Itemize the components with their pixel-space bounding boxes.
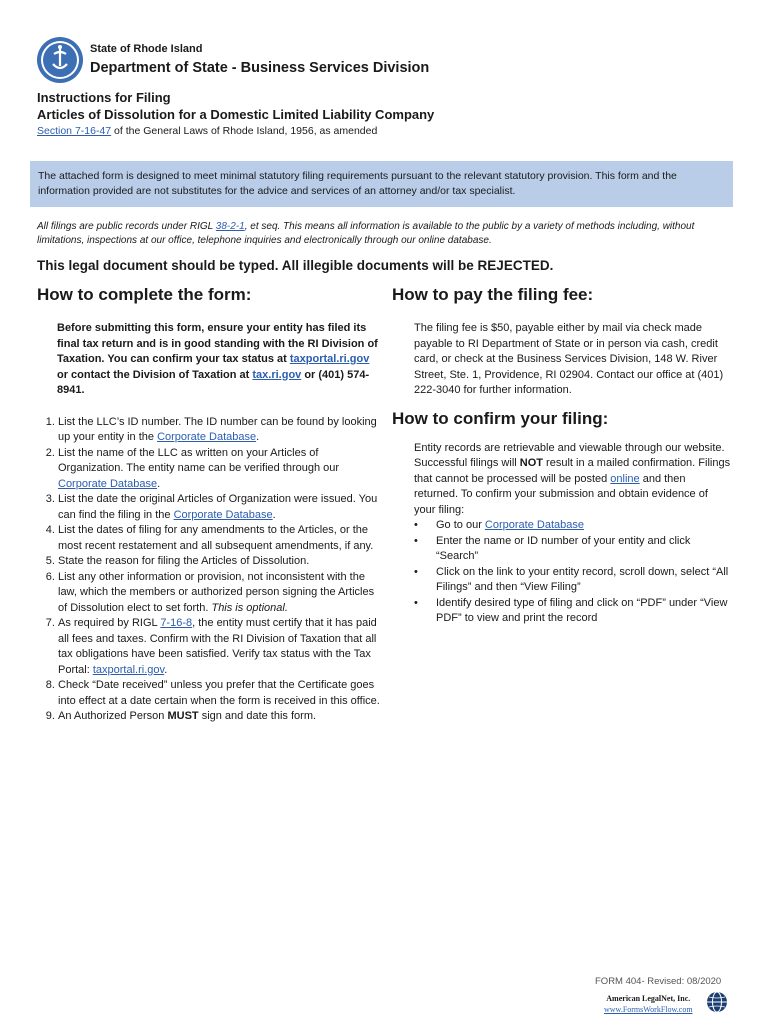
list-item — [436, 518, 732, 534]
taxportal-link[interactable]: taxportal.ri.gov — [289, 353, 370, 365]
step-text: List the name of the LLC as written on your Articles of Organization. The entity name can be verified through our — [58, 446, 340, 474]
corporate-database-link[interactable]: Corporate Database — [58, 477, 158, 490]
fee-text: The filing fee is $50, payable either by mail via check made payable to RI Department of State or in person via cash, credit card, or check at the Business Services Division, 148 W. River Street, Ste. 1, Providence, RI 02904. Contact our office at (401) 222-3040 for further information. — [414, 322, 724, 396]
list-item: 5. State the reason for filing the Articles of Dissolution. — [58, 554, 382, 570]
list-item — [58, 616, 382, 678]
online-link[interactable]: online — [610, 472, 640, 485]
state-name: State of Rhode Island — [90, 43, 203, 55]
step-text: sign and date this form. — [198, 710, 317, 722]
corporate-database-link[interactable]: Corporate Database — [173, 508, 273, 521]
list-item — [58, 570, 382, 617]
not-emphasis: NOT — [519, 457, 543, 469]
section-link[interactable]: Section 7-16-47 — [37, 125, 112, 137]
step-text: , the entity must certify that it has paid all fees and taxes. Confirm with the RI Division of Taxation that all tax obligations have been satisfied. Verify tax status with the Tax Portal: — [58, 617, 377, 676]
fee-heading: How to pay the filing fee: — [392, 285, 594, 304]
list-item: • Enter the name or ID number of your entity and click “Search” — [436, 534, 732, 565]
tax-intro — [57, 321, 382, 399]
confirm-steps — [414, 518, 732, 627]
list-item — [58, 709, 382, 725]
optional-note: This is optional. — [211, 601, 288, 614]
confirm-paragraph — [414, 441, 732, 519]
confirm-a: Entity records are retrievable and viewable through our website. Successful filings will — [414, 441, 725, 469]
form-title: Articles of Dissolution for a Domestic Limited Liability Company — [37, 107, 435, 122]
public-note-post: , et seq. This means all information is available to the public by a variety of methods including, without limitations, inspections at our office, telephone inquiries and electronically through our online database. — [37, 221, 695, 246]
footer-url[interactable]: www.FormsWorkFlow.com — [604, 1005, 693, 1014]
confirm-heading: How to confirm your filing: — [392, 408, 609, 428]
step-text: List the date the original Articles of Organization were issued. You can find the filing in the — [58, 493, 378, 521]
step-text: An Authorized Person — [58, 710, 168, 722]
form-revision: FORM 404- Revised: 08/2020 — [595, 976, 722, 987]
step-text: . — [256, 431, 260, 443]
rigl-7-16-8-link[interactable]: 7-16-8 — [160, 617, 193, 629]
tax-link[interactable]: tax.ri.gov — [252, 368, 302, 381]
list-item: 4. List the dates of filing for any amendments to the Articles, or the most recent restatement and all subsequent amendments, if any. — [58, 523, 382, 554]
must-emphasis: MUST — [167, 710, 199, 722]
footer-org: American LegalNet, Inc. — [606, 994, 691, 1003]
footer-credit — [604, 993, 693, 1015]
list-item — [58, 415, 382, 446]
list-item — [58, 446, 382, 493]
rigl-link[interactable]: 38-2-1 — [215, 221, 245, 232]
step-text: As required by RIGL — [58, 617, 161, 629]
list-item: • Identify desired type of filing and click on “PDF” under “View PDF” to view and print the record — [436, 596, 732, 627]
complete-steps — [37, 415, 382, 725]
intro-c: or (401) 574-8941. — [57, 368, 370, 396]
globe-icon — [706, 991, 728, 1013]
list-item — [58, 492, 382, 523]
complete-heading: How to complete the form: — [37, 285, 252, 304]
step-text: List the LLC’s ID number. The ID number can be found by looking up your entity in the — [58, 415, 377, 443]
public-note-pre: All filings are public records under RIGL — [37, 221, 216, 232]
section-reference — [37, 125, 377, 137]
department-name: Department of State - Business Services Division — [90, 60, 430, 76]
step-text: Go to our — [436, 519, 485, 531]
complete-form-column — [37, 285, 382, 725]
step-text: . — [164, 663, 168, 676]
taxportal-link[interactable]: taxportal.ri.gov — [92, 663, 165, 676]
fee-confirm-column — [392, 285, 732, 627]
step-text: List any other information or provision, not inconsistent with the law, which the members or authorized person signing the Articles of Dissolution elect to set forth. — [58, 570, 375, 614]
instructions-title: Instructions for Filing — [37, 90, 171, 105]
step-text: . — [157, 477, 161, 490]
list-item: 8. Check “Date received” unless you prefer that the Certificate goes into effect at a date certain when the form is received in this office. — [58, 678, 382, 709]
public-records-note — [37, 220, 737, 248]
section-text: of the General Laws of Rhode Island, 1956, as amended — [111, 125, 378, 137]
list-item: • Click on the link to your entity record, scroll down, select “All Filings” and then “View Filing” — [436, 565, 732, 596]
step-text: . — [272, 508, 276, 521]
corporate-database-link[interactable]: Corporate Database — [484, 519, 584, 531]
confirm-c: and then returned. To confirm your submission and obtain evidence of your filing: — [414, 472, 708, 516]
intro-b: or contact the Division of Taxation at — [57, 368, 253, 381]
disclaimer-banner: The attached form is designed to meet minimal statutory filing requirements pursuant to the relevant statutory provision. This form and the information provided are not substitutes for the advice and services of an attorney and/or tax specialist. — [30, 161, 733, 207]
intro-a: Before submitting this form, ensure your entity has filed its final tax return and is in good standing with the RI Division of Taxation. You can confirm your tax status at — [57, 322, 378, 365]
typed-warning: This legal document should be typed. All illegible documents will be REJECTED. — [37, 258, 554, 273]
confirm-b: result in a mailed confirmation. Filings that cannot be processed will be posted — [414, 457, 731, 485]
corporate-database-link[interactable]: Corporate Database — [157, 431, 257, 443]
ri-state-seal-icon — [36, 36, 84, 84]
